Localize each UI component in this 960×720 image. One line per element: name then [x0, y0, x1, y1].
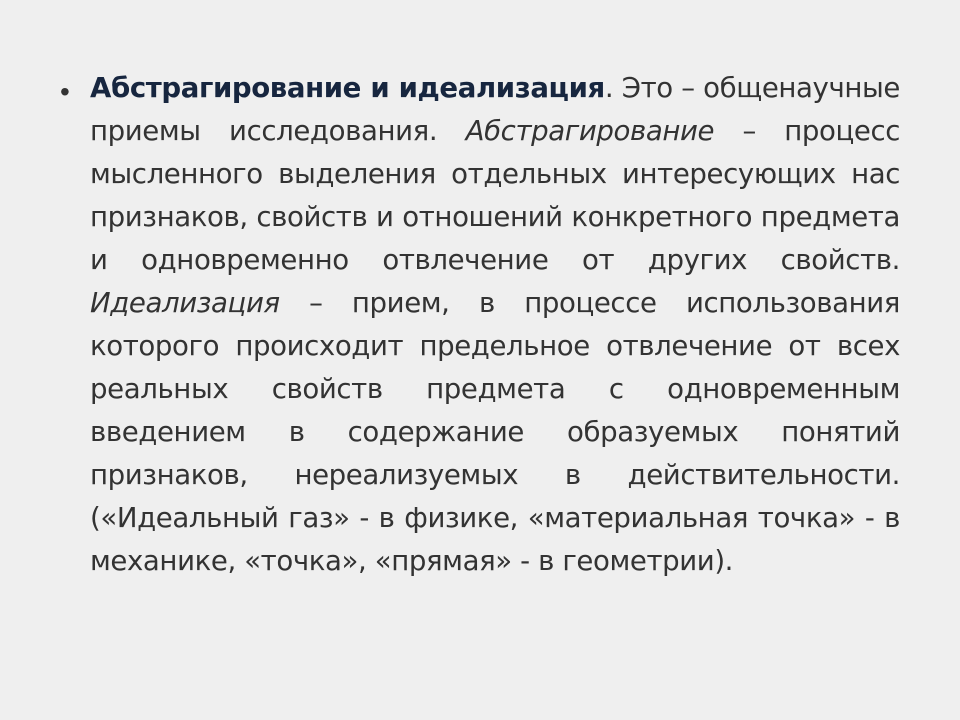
text-segment: – процесс мысленного выделения отдельных интересующих нас признаков, свойств и отношений конкретного предмета и одновременно отвлечение от других свойств.	[90, 114, 900, 276]
bullet-dot-icon: •	[60, 76, 70, 107]
bullet-item	[60, 66, 900, 582]
body-paragraph	[90, 66, 900, 582]
text-segment: . Это – общенаучные приемы исследования.	[90, 71, 900, 147]
heading-term: Абстрагирование и идеализация	[90, 71, 605, 104]
text-segment: – прием, в процессе использования которого происходит предельное отвлечение от всех реальных свойств предмета с одновременным введением в содержание образуемых понятий признаков, нереализуемых в действительности. («Идеальный газ» - в физике, «материальная точка» - в механике, «точка», «прямая» - в геометрии).	[90, 286, 900, 577]
idealization-term: Идеализация	[90, 286, 280, 319]
abstraction-term: Абстрагирование	[465, 114, 715, 147]
